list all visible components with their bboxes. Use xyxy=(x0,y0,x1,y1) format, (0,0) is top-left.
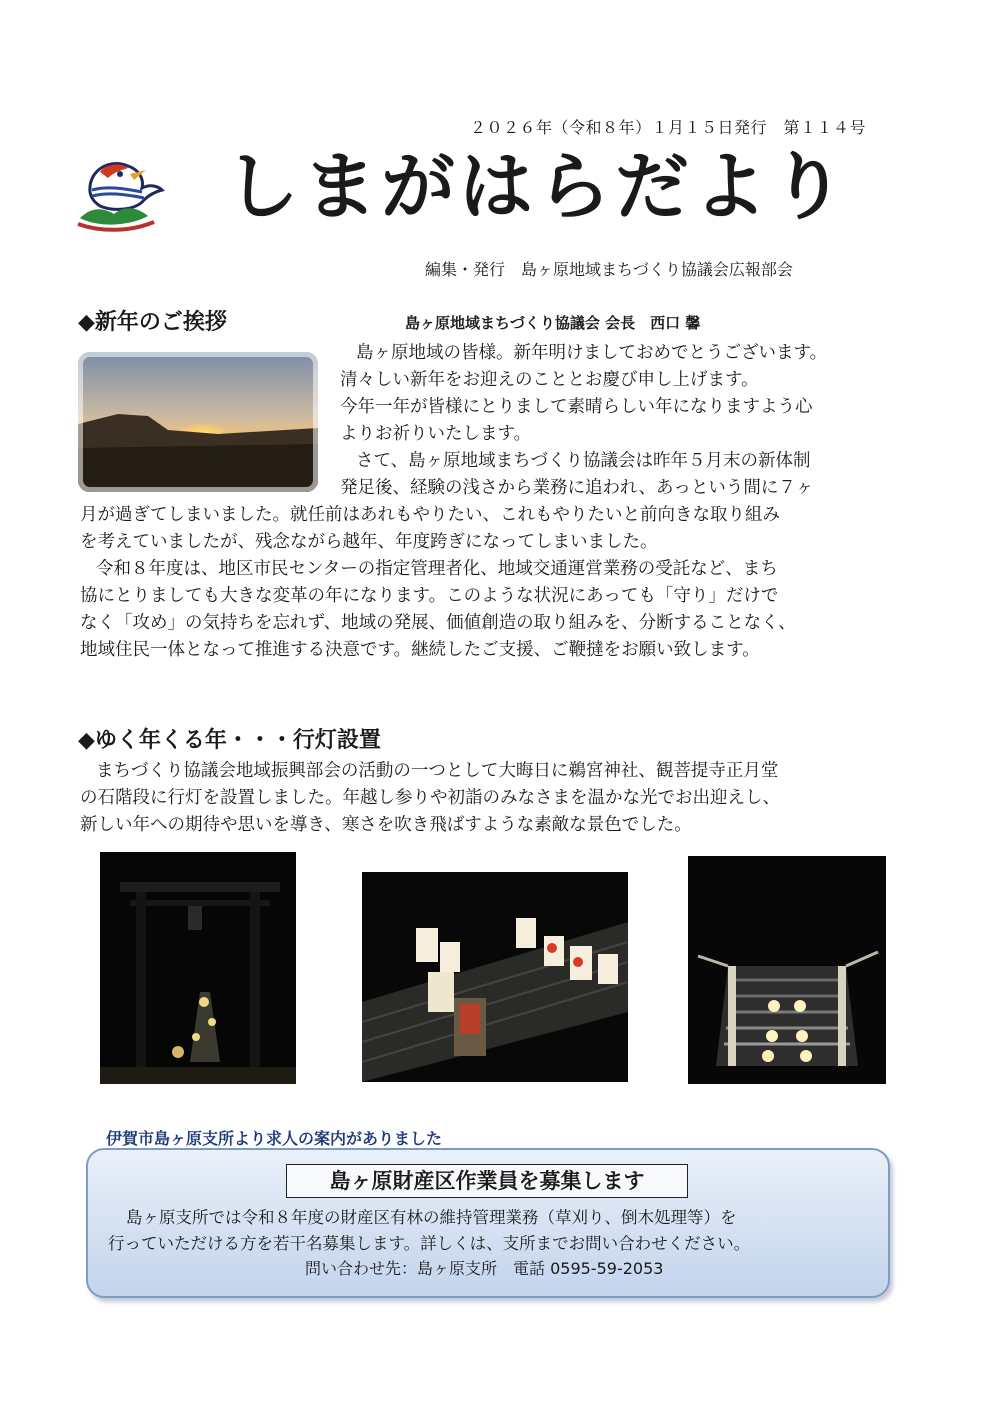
lantern-steps-photo xyxy=(362,872,628,1082)
greeting-line: 今年一年が皆様にとりまして素晴らしい年になりますよう心 xyxy=(340,397,813,417)
greeting-line: なく「攻め」の気持ちを忘れず、地域の発展、価値創造の取り組みを、分断することなく、 xyxy=(80,613,796,633)
newsletter-title: しまがはらだより xyxy=(225,144,849,230)
job-notice-lead: 伊賀市島ヶ原支所より求人の案内がありました xyxy=(106,1129,443,1148)
lantern-line: 新しい年への期待や思いを導き、寒さを吹き飛ばすような素敵な景色でした。 xyxy=(80,815,692,835)
lantern-line: まちづくり協議会地域振興部会の活動の一つとして大晦日に鵜宮神社、観菩提寺正月堂 xyxy=(96,761,779,781)
lantern-text xyxy=(80,758,780,839)
issue-date-number: ２０２６年（令和８年）１月１５日発行 第１１４号 xyxy=(470,118,867,137)
publisher-line: 編集・発行 島ヶ原地域まちづくり協議会広報部会 xyxy=(425,260,793,279)
job-line: 島ヶ原支所では令和８年度の財産区有林の維持管理業務（草刈り、倒木処理等）を xyxy=(126,1208,737,1227)
greeting-line: を考えていましたが、残念ながら越年、年度跨ぎになってしまいました。 xyxy=(80,532,658,552)
greeting-line: 協にとりましても大きな変革の年になります。このような状況にあっても「守り」だけで xyxy=(80,586,779,606)
greeting-heading: ◆新年のご挨拶 xyxy=(78,310,227,335)
lantern-line: の石階段に行灯を設置しました。年越し参りや初詣のみなさまを温かな光でお出迎えし、 xyxy=(80,788,780,808)
greeting-line: 地域住民一体となって推進する決意です。継続したご支援、ご鞭撻をお願い致します。 xyxy=(80,640,760,660)
greeting-author: 島ヶ原地域まちづくり協議会 会長 西口 馨 xyxy=(405,314,701,332)
sunset-photo xyxy=(78,352,318,492)
greeting-line: 発足後、経験の浅さから業務に追われ、あっという間に７ヶ xyxy=(340,478,814,498)
greeting-line: 月が過ぎてしまいました。就任前はあれもやりたい、これもやりたいと前向きな取り組み xyxy=(80,505,780,525)
job-line: 行っていただける方を若干名募集します。詳しくは、支所までお問い合わせください。 xyxy=(108,1234,751,1253)
job-notice-text xyxy=(108,1205,750,1257)
temple-stairs-night-photo xyxy=(688,856,886,1084)
greeting-line: 令和８年度は、地区市民センターの指定管理者化、地域交通運営業務の受託など、まち xyxy=(96,559,778,579)
job-notice-title: 島ヶ原財産区作業員を募集します xyxy=(286,1164,688,1198)
greeting-line: よりお祈りいたします。 xyxy=(340,424,532,444)
greeting-line: 清々しい新年をお迎えのこととお慶び申し上げます。 xyxy=(340,370,759,390)
greeting-text-bottom xyxy=(80,502,796,664)
greeting-line: さて、島ヶ原地域まちづくり協議会は昨年５月末の新体制 xyxy=(356,451,811,471)
job-contact: 問い合わせ先：島ヶ原支所 電話 0595-59-2053 xyxy=(305,1259,664,1278)
shrine-gate-night-photo xyxy=(100,852,296,1084)
greeting-line: 島ヶ原地域の皆様。新年明けましておめでとうございます。 xyxy=(356,343,828,363)
bird-emblem-icon xyxy=(70,140,170,240)
lantern-heading: ◆ゆく年くる年・・・行灯設置 xyxy=(78,728,381,753)
greeting-text-top xyxy=(340,340,827,502)
